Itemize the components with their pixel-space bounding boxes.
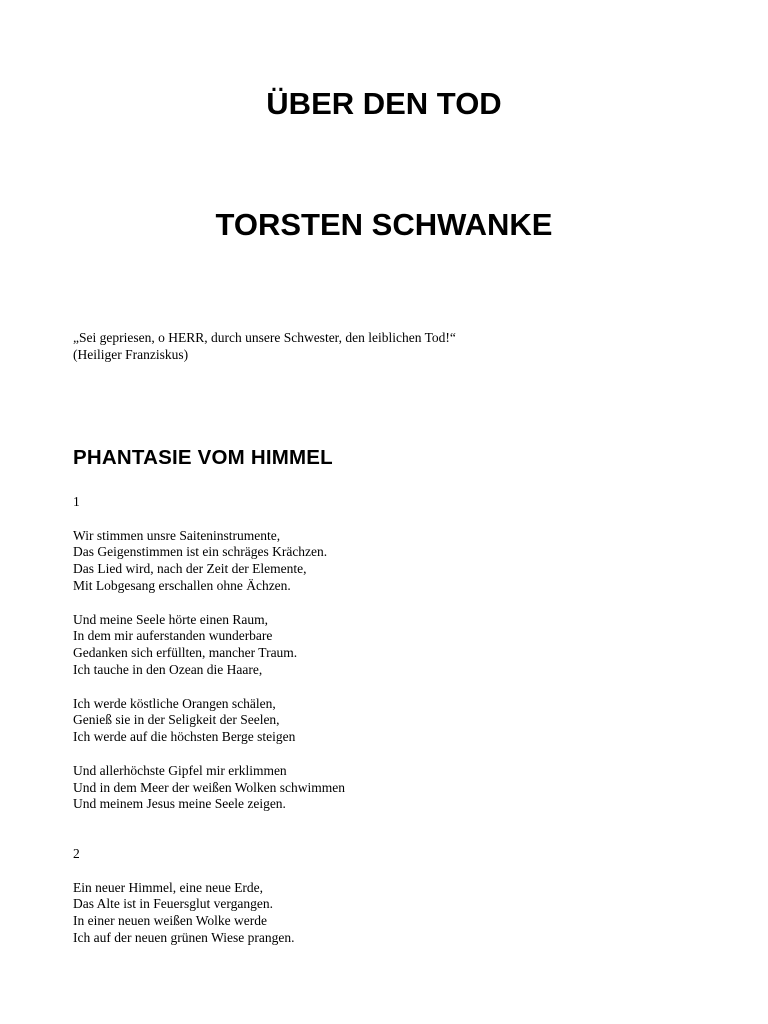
part-number: 2 — [73, 846, 80, 861]
verse-line: Ich tauche in den Ozean die Haare, — [73, 661, 263, 677]
verse-line: Ich werde köstliche Orangen schälen, — [73, 695, 276, 711]
verse-line: Mit Lobgesang erschallen ohne Ächzen. — [73, 577, 291, 593]
verse-line: In dem mir auferstanden wunderbare — [73, 628, 273, 644]
verse-line: Ich werde auf die höchsten Berge steigen — [73, 729, 296, 745]
stanza — [73, 528, 713, 595]
verse-line: Und in dem Meer der weißen Wolken schwimmen — [73, 779, 345, 795]
section-heading: PHANTASIE VOM HIMMEL — [73, 446, 333, 469]
verse-line: Ein neuer Himmel, eine neue Erde, — [73, 879, 264, 895]
verse-line: Und meine Seele hörte einen Raum, — [73, 611, 268, 627]
stanza — [73, 880, 713, 947]
motto-block — [73, 329, 693, 363]
motto-attribution: (Heiliger Franziskus) — [73, 347, 189, 362]
stanza — [73, 696, 713, 746]
author-name: TORSTEN SCHWANKE — [215, 207, 553, 242]
poem-part-2 — [73, 846, 713, 964]
verse-line: Das Lied wird, nach der Zeit der Elemente, — [73, 561, 307, 577]
verse-line: Und meinem Jesus meine Seele zeigen. — [73, 796, 286, 812]
verse-line: In einer neuen weißen Wolke werde — [73, 913, 267, 929]
stanza — [73, 612, 713, 679]
verse-line: Genieß sie in der Seligkeit der Seelen, — [73, 712, 280, 728]
verse-line: Ich auf der neuen grünen Wiese prangen. — [73, 929, 295, 945]
verse-line: Und allerhöchste Gipfel mir erklimmen — [73, 762, 287, 778]
verse-line: Das Alte ist in Feuersglut vergangen. — [73, 896, 273, 912]
stanza — [73, 763, 713, 813]
poem-part-1 — [73, 494, 713, 830]
verse-line: Das Geigenstimmen ist ein schräges Krächzen. — [73, 544, 328, 560]
verse-line: Wir stimmen unsre Saiteninstrumente, — [73, 527, 281, 543]
verse-line: Gedanken sich erfüllten, mancher Traum. — [73, 645, 298, 661]
part-number: 1 — [73, 494, 80, 509]
motto-quote: „Sei gepriesen, o HERR, durch unsere Schwester, den leiblichen Tod!“ — [73, 330, 456, 345]
document-title: ÜBER DEN TOD — [266, 86, 502, 121]
